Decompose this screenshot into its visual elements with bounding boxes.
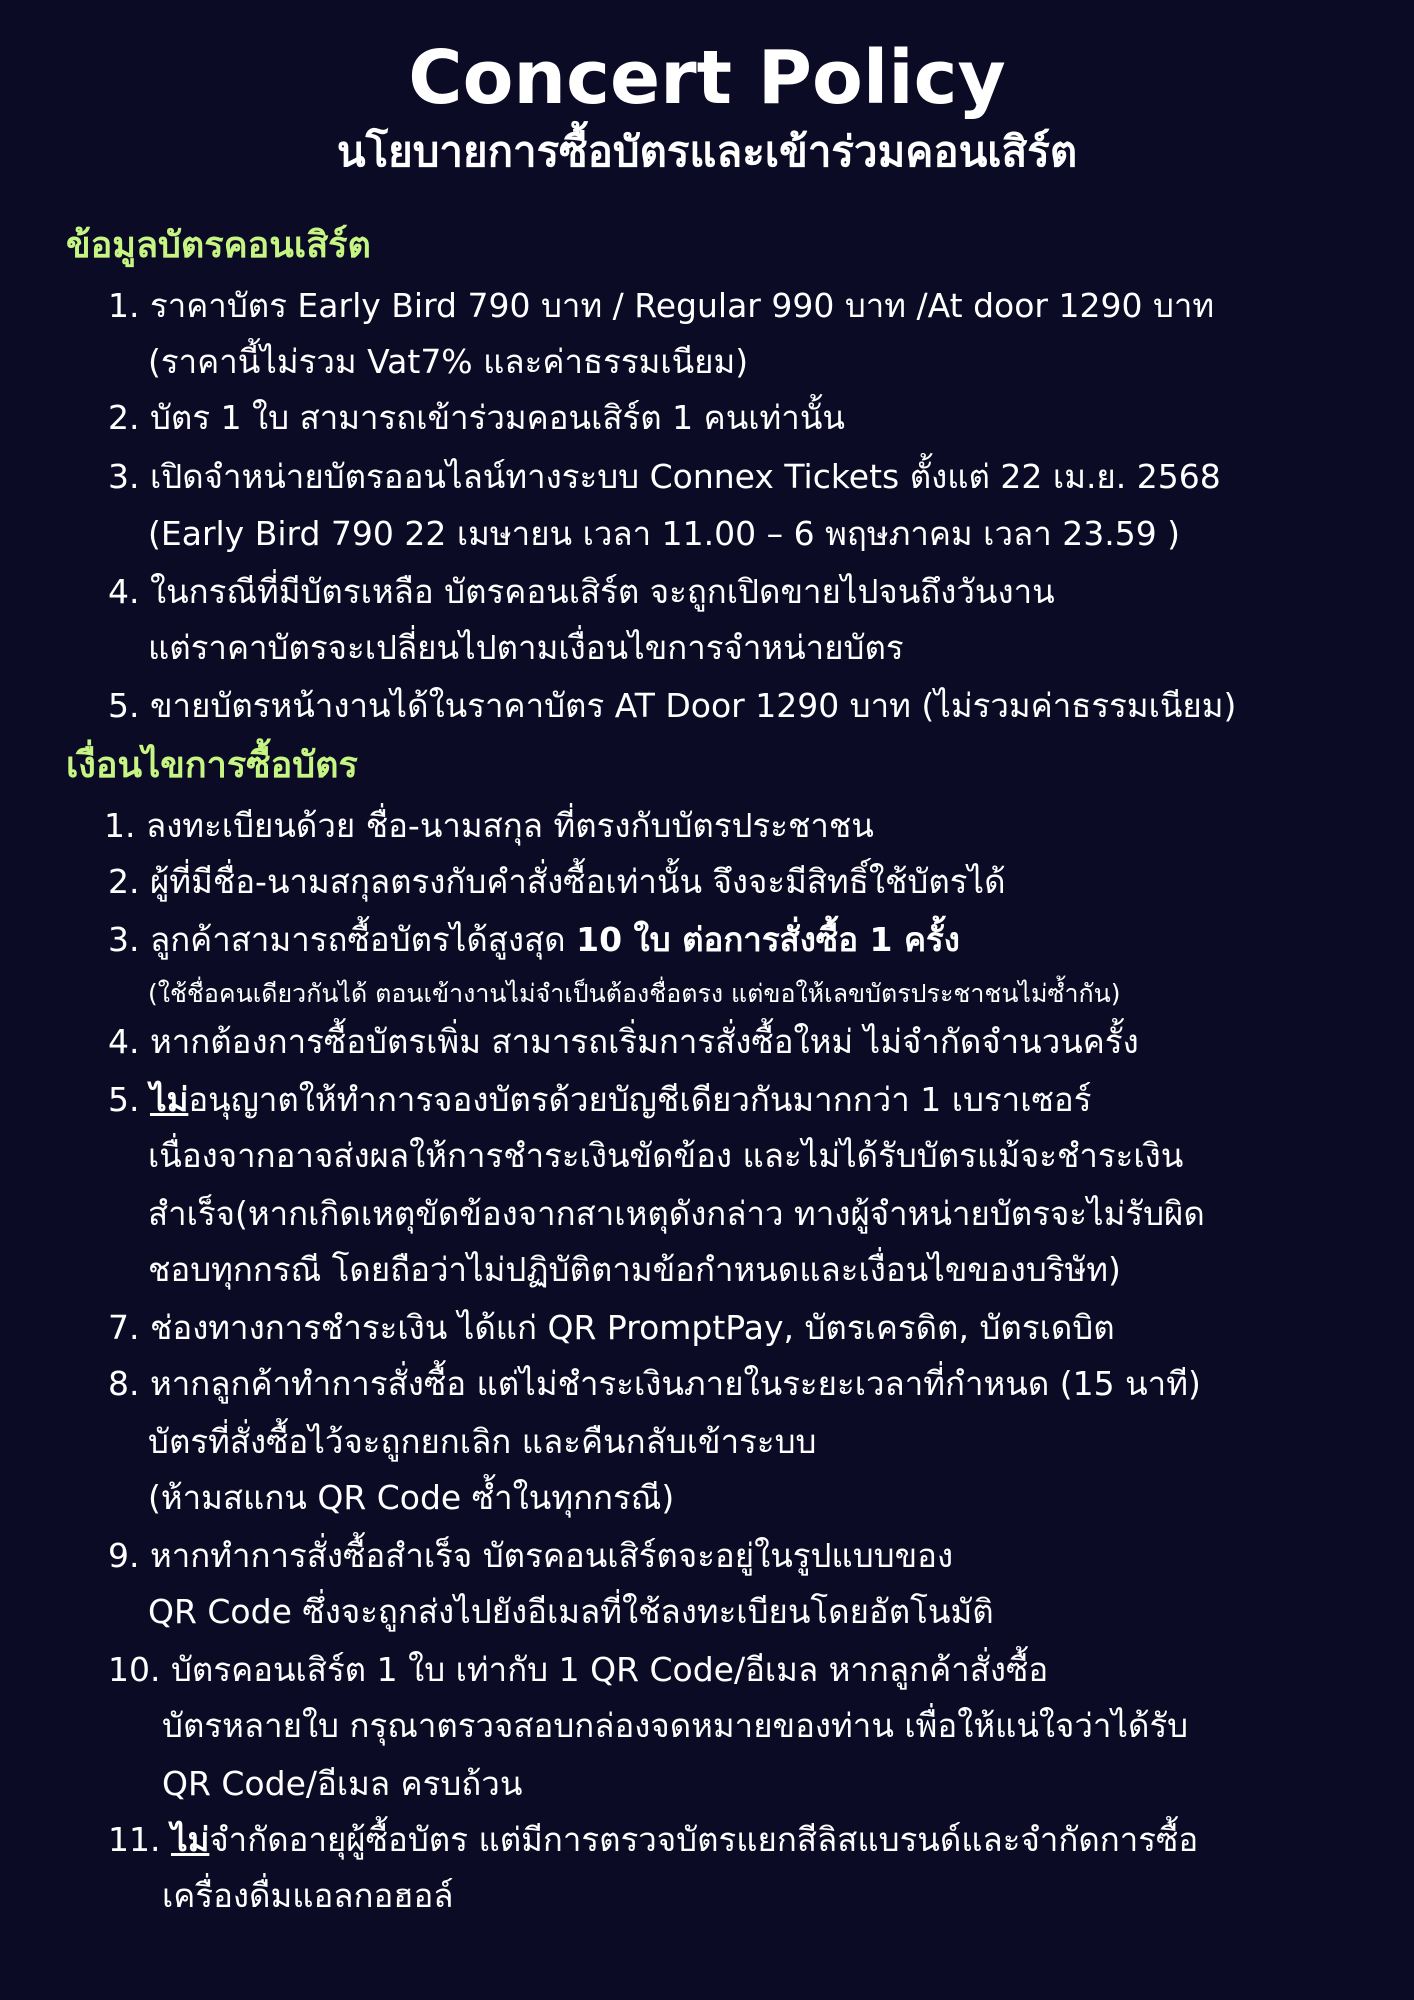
list-item: 4. ในกรณีที่มีบัตรเหลือ บัตรคอนเสิร์ต จะถูกเปิดขายไปจนถึงวันงาน: [108, 572, 1055, 611]
emphasis-not: ไม่: [149, 1080, 189, 1119]
list-item: 7. ช่องทางการชำระเงิน ได้แก่ QR PromptPay, บัตรเครดิต, บัตรเดบิต: [108, 1308, 1115, 1347]
page-title: Concert Policy: [408, 35, 1006, 121]
list-item-continuation: บัตรที่สั่งซื้อไว้จะถูกยกเลิก และคืนกลับเข้าระบบ: [148, 1422, 817, 1461]
list-item-continuation: QR Code ซึ่งจะถูกส่งไปยังอีเมลที่ใช้ลงทะเบียนโดยอัตโนมัติ: [148, 1592, 994, 1631]
list-item: [108, 1072, 1091, 1128]
list-item-note: (ใช้ชื่อคนเดียวกันได้ ตอนเข้างานไม่จำเป็นต้องชื่อตรง แต่ขอให้เลขบัตรประชาชนไม่ซ้ำกัน): [148, 979, 1121, 1008]
list-item: 2. ผู้ที่มีชื่อ-นามสกุลตรงกับคำสั่งซื้อเท่านั้น จึงจะมีสิทธิ์ใช้บัตรได้: [108, 862, 1006, 901]
list-item: 9. หากทำการสั่งซื้อสำเร็จ บัตรคอนเสิร์ตจะอยู่ในรูปแบบของ: [108, 1536, 954, 1575]
page-subtitle: นโยบายการซื้อบัตรและเข้าร่วมคอนเสิร์ต: [336, 127, 1078, 176]
list-item: [108, 912, 960, 968]
list-item: แต่ราคาบัตรจะเปลี่ยนไปตามเงื่อนไขการจำหน่ายบัตร: [148, 628, 904, 667]
list-item-continuation: บัตรหลายใบ กรุณาตรวจสอบกล่องจดหมายของท่าน เพื่อให้แน่ใจว่าได้รับ: [162, 1706, 1189, 1745]
list-item: 2. บัตร 1 ใบ สามารถเข้าร่วมคอนเสิร์ต 1 คนเท่านั้น: [108, 398, 845, 437]
section-heading-purchase-conditions: เงื่อนไขการซื้อบัตร: [66, 745, 358, 786]
list-item: 1. ลงทะเบียนด้วย ชื่อ-นามสกุล ที่ตรงกับบัตรประชาชน: [104, 806, 874, 845]
list-item-continuation: เครื่องดื่มแอลกอฮอล์: [162, 1876, 454, 1915]
list-item-continuation: ชอบทุกกรณี โดยถือว่าไม่ปฏิบัติตามข้อกำหนดและเงื่อนไขของบริษัท): [148, 1250, 1121, 1289]
section-heading-ticket-info: ข้อมูลบัตรคอนเสิร์ต: [66, 225, 371, 266]
list-item: 1. ราคาบัตร Early Bird 790 บาท / Regular 990 บาท /At door 1290 บาท: [108, 286, 1215, 325]
max-ticket-limit: 10 ใบ ต่อการสั่งซื้อ 1 ครั้ง: [576, 920, 960, 959]
list-item-continuation: (ห้ามสแกน QR Code ซ้ำในทุกกรณี): [148, 1478, 675, 1517]
list-item: 5. ขายบัตรหน้างานได้ในราคาบัตร AT Door 1290 บาท (ไม่รวมค่าธรรมเนียม): [108, 686, 1237, 725]
list-item: 4. หากต้องการซื้อบัตรเพิ่ม สามารถเริ่มการสั่งซื้อใหม่ ไม่จำกัดจำนวนครั้ง: [108, 1022, 1139, 1061]
list-item-text: จำกัดอายุผู้ซื้อบัตร แต่มีการตรวจบัตรแยกสีลิสแบรนด์และจำกัดการซื้อ: [209, 1820, 1199, 1859]
list-item: 10. บัตรคอนเสิร์ต 1 ใบ เท่ากับ 1 QR Code/อีเมล หากลูกค้าสั่งซื้อ: [108, 1650, 1049, 1689]
emphasis-not: ไม่: [170, 1820, 210, 1859]
list-item-text: 3. ลูกค้าสามารถซื้อบัตรได้สูงสุด: [108, 920, 577, 959]
list-item-number: 5.: [108, 1080, 150, 1119]
list-item-continuation: สำเร็จ(หากเกิดเหตุขัดข้องจากสาเหตุดังกล่าว ทางผู้จำหน่ายบัตรจะไม่รับผิด: [148, 1194, 1205, 1233]
list-item: 8. หากลูกค้าทำการสั่งซื้อ แต่ไม่ชำระเงินภายในระยะเวลาที่กำหนด (15 นาที): [108, 1364, 1201, 1403]
list-item: (Early Bird 790 22 เมษายน เวลา 11.00 – 6 พฤษภาคม เวลา 23.59 ): [148, 514, 1181, 553]
list-item-number: 11.: [108, 1820, 171, 1859]
list-item-continuation: QR Code/อีเมล ครบถ้วน: [162, 1764, 523, 1803]
list-item: [108, 1812, 1198, 1868]
list-item-text: อนุญาตให้ทำการจองบัตรด้วยบัญชีเดียวกันมากกว่า 1 เบราเซอร์: [188, 1080, 1092, 1119]
list-item: (ราคานี้ไม่รวม Vat7% และค่าธรรมเนียม): [148, 342, 749, 381]
list-item: 3. เปิดจำหน่ายบัตรออนไลน์ทางระบบ Connex Tickets ตั้งแต่ 22 เม.ย. 2568: [108, 457, 1221, 496]
list-item-continuation: เนื่องจากอาจส่งผลให้การชำระเงินขัดข้อง และไม่ได้รับบัตรแม้จะชำระเงิน: [148, 1136, 1184, 1175]
